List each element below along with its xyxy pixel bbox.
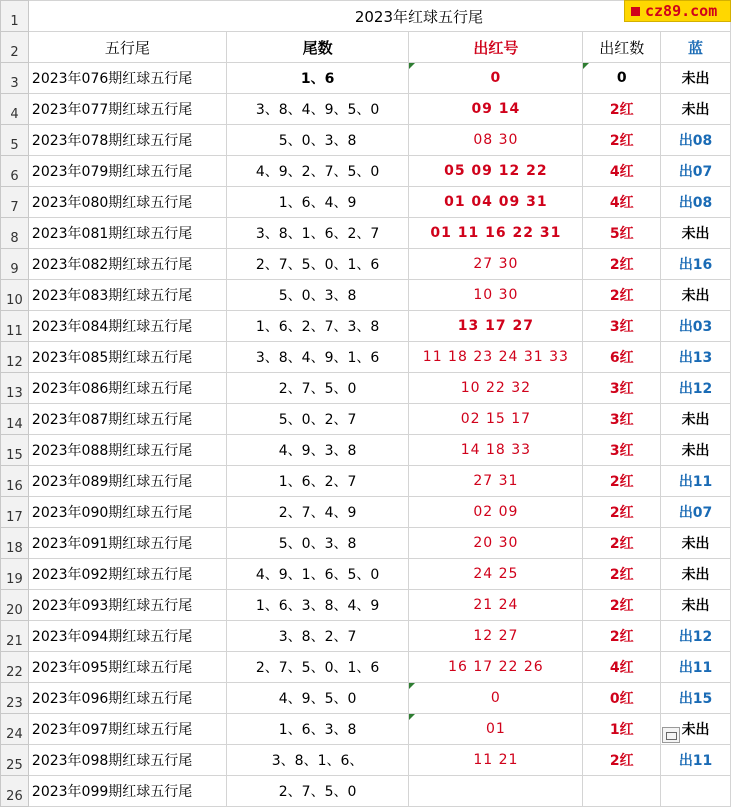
tails-cell[interactable]: 2、7、5、0、1、6 — [226, 652, 409, 683]
period-cell[interactable]: 2023年083期红球五行尾 — [28, 280, 226, 311]
period-cell[interactable]: 2023年084期红球五行尾 — [28, 311, 226, 342]
tails-cell[interactable]: 2、7、5、0 — [226, 373, 409, 404]
count-cell[interactable]: 2红 — [583, 559, 661, 590]
blue-cell[interactable]: 出07 — [661, 156, 731, 187]
table-row — [1, 311, 731, 342]
tails-cell[interactable]: 1、6、2、7、3、8 — [226, 311, 409, 342]
row-number[interactable]: 7 — [1, 187, 29, 218]
blue-cell[interactable]: 出08 — [661, 125, 731, 156]
count-cell[interactable] — [583, 776, 661, 807]
period-cell[interactable]: 2023年094期红球五行尾 — [28, 621, 226, 652]
tails-cell[interactable]: 1、6、3、8 — [226, 714, 409, 745]
count-cell[interactable]: 2红 — [583, 590, 661, 621]
reds-cell[interactable]: 14 18 33 — [409, 435, 583, 466]
tails-cell[interactable]: 4、9、5、0 — [226, 683, 409, 714]
row-number[interactable]: 12 — [1, 342, 29, 373]
row-number[interactable]: 2 — [1, 32, 29, 63]
reds-cell[interactable]: 05 09 12 22 — [409, 156, 583, 187]
table-row — [1, 404, 731, 435]
table-row — [1, 528, 731, 559]
table-row — [1, 590, 731, 621]
table-row — [1, 776, 731, 807]
header-tails[interactable]: 尾数 — [226, 32, 409, 63]
blue-cell[interactable]: 出08 — [661, 187, 731, 218]
period-cell[interactable]: 2023年076期红球五行尾 — [28, 63, 226, 94]
count-cell[interactable]: 0 — [583, 63, 661, 94]
table-row — [1, 125, 731, 156]
period-cell[interactable]: 2023年082期红球五行尾 — [28, 249, 226, 280]
row-number[interactable]: 22 — [1, 652, 29, 683]
blue-cell[interactable]: 未出 — [661, 63, 731, 94]
tails-cell[interactable]: 1、6、3、8、4、9 — [226, 590, 409, 621]
row-number[interactable]: 25 — [1, 745, 29, 776]
count-cell[interactable]: 2红 — [583, 280, 661, 311]
period-cell[interactable]: 2023年079期红球五行尾 — [28, 156, 226, 187]
tails-cell[interactable]: 4、9、2、7、5、0 — [226, 156, 409, 187]
table-row — [1, 621, 731, 652]
row-number[interactable]: 19 — [1, 559, 29, 590]
count-cell[interactable]: 2红 — [583, 466, 661, 497]
reds-cell[interactable]: 11 21 — [409, 745, 583, 776]
period-cell[interactable]: 2023年077期红球五行尾 — [28, 94, 226, 125]
period-cell[interactable]: 2023年096期红球五行尾 — [28, 683, 226, 714]
header-row — [1, 32, 731, 63]
blue-cell[interactable]: 未出 — [661, 528, 731, 559]
period-cell[interactable]: 2023年099期红球五行尾 — [28, 776, 226, 807]
table-row — [1, 94, 731, 125]
count-cell[interactable]: 6红 — [583, 342, 661, 373]
reds-cell[interactable]: 02 15 17 — [409, 404, 583, 435]
period-cell[interactable]: 2023年089期红球五行尾 — [28, 466, 226, 497]
row-number[interactable]: 21 — [1, 621, 29, 652]
count-cell[interactable]: 2红 — [583, 249, 661, 280]
reds-cell[interactable]: 12 27 — [409, 621, 583, 652]
period-cell[interactable]: 2023年081期红球五行尾 — [28, 218, 226, 249]
tails-cell[interactable]: 4、9、1、6、5、0 — [226, 559, 409, 590]
blue-cell[interactable]: 出12 — [661, 373, 731, 404]
blue-cell[interactable]: 出07 — [661, 497, 731, 528]
blue-cell[interactable]: 出13 — [661, 342, 731, 373]
table-row — [1, 745, 731, 776]
table-row — [1, 435, 731, 466]
reds-cell[interactable]: 21 24 — [409, 590, 583, 621]
header-period[interactable]: 五行尾 — [28, 32, 226, 63]
period-cell[interactable]: 2023年090期红球五行尾 — [28, 497, 226, 528]
blue-cell[interactable] — [661, 776, 731, 807]
tails-cell[interactable]: 3、8、1、6、 — [226, 745, 409, 776]
tails-cell[interactable]: 3、8、2、7 — [226, 621, 409, 652]
row-number[interactable]: 8 — [1, 218, 29, 249]
reds-cell[interactable]: 16 17 22 26 — [409, 652, 583, 683]
count-cell[interactable]: 3红 — [583, 435, 661, 466]
table-row — [1, 218, 731, 249]
period-cell[interactable]: 2023年097期红球五行尾 — [28, 714, 226, 745]
reds-cell[interactable]: 01 04 09 31 — [409, 187, 583, 218]
period-cell[interactable]: 2023年078期红球五行尾 — [28, 125, 226, 156]
period-cell[interactable]: 2023年091期红球五行尾 — [28, 528, 226, 559]
row-number[interactable]: 18 — [1, 528, 29, 559]
period-cell[interactable]: 2023年085期红球五行尾 — [28, 342, 226, 373]
count-cell[interactable]: 0红 — [583, 683, 661, 714]
tails-cell[interactable]: 3、8、4、9、1、6 — [226, 342, 409, 373]
table-row — [1, 342, 731, 373]
period-cell[interactable]: 2023年086期红球五行尾 — [28, 373, 226, 404]
row-number[interactable]: 23 — [1, 683, 29, 714]
tails-cell[interactable]: 5、0、3、8 — [226, 280, 409, 311]
reds-cell[interactable]: 09 14 — [409, 94, 583, 125]
reds-cell[interactable]: 11 18 23 24 31 33 — [409, 342, 583, 373]
row-number[interactable]: 11 — [1, 311, 29, 342]
blue-cell[interactable]: 出11 — [661, 745, 731, 776]
row-number[interactable]: 10 — [1, 280, 29, 311]
count-cell[interactable]: 2红 — [583, 94, 661, 125]
period-cell[interactable]: 2023年080期红球五行尾 — [28, 187, 226, 218]
count-cell[interactable]: 2红 — [583, 621, 661, 652]
blue-cell[interactable]: 未出 — [661, 94, 731, 125]
count-cell[interactable]: 2红 — [583, 125, 661, 156]
site-logo[interactable] — [624, 0, 731, 22]
reds-cell[interactable]: 24 25 — [409, 559, 583, 590]
count-cell[interactable]: 3红 — [583, 373, 661, 404]
period-cell[interactable]: 2023年088期红球五行尾 — [28, 435, 226, 466]
count-cell[interactable]: 1红 — [583, 714, 661, 745]
blue-cell[interactable]: 未出 — [661, 404, 731, 435]
reds-cell[interactable]: 27 31 — [409, 466, 583, 497]
tails-cell[interactable]: 5、0、3、8 — [226, 125, 409, 156]
table-row — [1, 466, 731, 497]
tails-cell[interactable]: 4、9、3、8 — [226, 435, 409, 466]
tails-cell[interactable]: 3、8、4、9、5、0 — [226, 94, 409, 125]
blue-cell[interactable]: 出12 — [661, 621, 731, 652]
logo-text: cz89.com — [645, 2, 718, 20]
table-row — [1, 156, 731, 187]
blue-cell[interactable]: 未出 — [661, 280, 731, 311]
row-number[interactable]: 6 — [1, 156, 29, 187]
reds-cell[interactable]: 08 30 — [409, 125, 583, 156]
blue-cell[interactable]: 未出 — [661, 218, 731, 249]
row-number[interactable]: 13 — [1, 373, 29, 404]
reds-cell[interactable]: 02 09 — [409, 497, 583, 528]
row-number[interactable]: 24 — [1, 714, 29, 745]
period-cell[interactable]: 2023年098期红球五行尾 — [28, 745, 226, 776]
blue-cell[interactable]: 未出 — [661, 435, 731, 466]
header-blue[interactable]: 蓝 — [661, 32, 731, 63]
reds-cell[interactable]: 13 17 27 — [409, 311, 583, 342]
reds-cell[interactable]: 0 — [409, 683, 583, 714]
reds-cell[interactable]: 20 30 — [409, 528, 583, 559]
sheet-title: 2023年红球五行尾 — [354, 7, 483, 26]
reds-cell[interactable]: 27 30 — [409, 249, 583, 280]
blue-cell[interactable]: 出16 — [661, 249, 731, 280]
period-cell[interactable]: 2023年093期红球五行尾 — [28, 590, 226, 621]
reds-cell[interactable]: 10 30 — [409, 280, 583, 311]
paste-options-icon[interactable] — [662, 727, 680, 743]
tails-cell[interactable]: 3、8、1、6、2、7 — [226, 218, 409, 249]
row-number[interactable]: 3 — [1, 63, 29, 94]
count-cell[interactable]: 3红 — [583, 404, 661, 435]
count-cell[interactable]: 4红 — [583, 187, 661, 218]
period-cell[interactable]: 2023年095期红球五行尾 — [28, 652, 226, 683]
table-row — [1, 187, 731, 218]
count-cell[interactable]: 2红 — [583, 528, 661, 559]
table-row — [1, 652, 731, 683]
count-cell[interactable]: 5红 — [583, 218, 661, 249]
row-number[interactable]: 5 — [1, 125, 29, 156]
tails-cell[interactable]: 1、6 — [226, 63, 409, 94]
count-cell[interactable]: 3红 — [583, 311, 661, 342]
blue-cell[interactable]: 出11 — [661, 466, 731, 497]
count-cell[interactable]: 4红 — [583, 652, 661, 683]
period-cell[interactable]: 2023年087期红球五行尾 — [28, 404, 226, 435]
row-number[interactable]: 16 — [1, 466, 29, 497]
reds-cell[interactable]: 10 22 32 — [409, 373, 583, 404]
tails-cell[interactable]: 1、6、4、9 — [226, 187, 409, 218]
reds-cell[interactable]: 01 11 16 22 31 — [409, 218, 583, 249]
table-row — [1, 714, 731, 745]
period-cell[interactable]: 2023年092期红球五行尾 — [28, 559, 226, 590]
table-row — [1, 683, 731, 714]
row-number[interactable]: 20 — [1, 590, 29, 621]
header-count[interactable]: 出红数 — [583, 32, 661, 63]
table-row — [1, 497, 731, 528]
row-number[interactable]: 17 — [1, 497, 29, 528]
table-row — [1, 373, 731, 404]
header-reds[interactable]: 出红号 — [409, 32, 583, 63]
blue-cell[interactable]: 出11 — [661, 652, 731, 683]
tails-cell[interactable]: 5、0、2、7 — [226, 404, 409, 435]
row-number[interactable]: 14 — [1, 404, 29, 435]
table-row — [1, 249, 731, 280]
count-cell[interactable]: 2红 — [583, 745, 661, 776]
table-row — [1, 63, 731, 94]
blue-cell[interactable]: 未出 — [661, 559, 731, 590]
reds-cell[interactable]: 01 — [409, 714, 583, 745]
red-square-icon — [631, 7, 640, 16]
blue-cell[interactable]: 未出 — [661, 590, 731, 621]
tails-cell[interactable]: 1、6、2、7 — [226, 466, 409, 497]
tails-cell[interactable]: 5、0、3、8 — [226, 528, 409, 559]
reds-cell[interactable]: 0 — [409, 63, 583, 94]
table-row — [1, 559, 731, 590]
row-number[interactable]: 26 — [1, 776, 29, 807]
table-row — [1, 280, 731, 311]
blue-cell[interactable]: 出15 — [661, 683, 731, 714]
row-number[interactable]: 15 — [1, 435, 29, 466]
count-cell[interactable]: 4红 — [583, 156, 661, 187]
row-number[interactable]: 4 — [1, 94, 29, 125]
tails-cell[interactable]: 2、7、5、0 — [226, 776, 409, 807]
title-row — [1, 1, 731, 32]
tails-cell[interactable]: 2、7、4、9 — [226, 497, 409, 528]
blue-cell[interactable]: 未出 — [661, 714, 731, 745]
count-cell[interactable]: 2红 — [583, 497, 661, 528]
blue-cell[interactable]: 出03 — [661, 311, 731, 342]
row-number[interactable]: 1 — [1, 1, 29, 32]
reds-cell[interactable] — [409, 776, 583, 807]
tails-cell[interactable]: 2、7、5、0、1、6 — [226, 249, 409, 280]
row-number[interactable]: 9 — [1, 249, 29, 280]
